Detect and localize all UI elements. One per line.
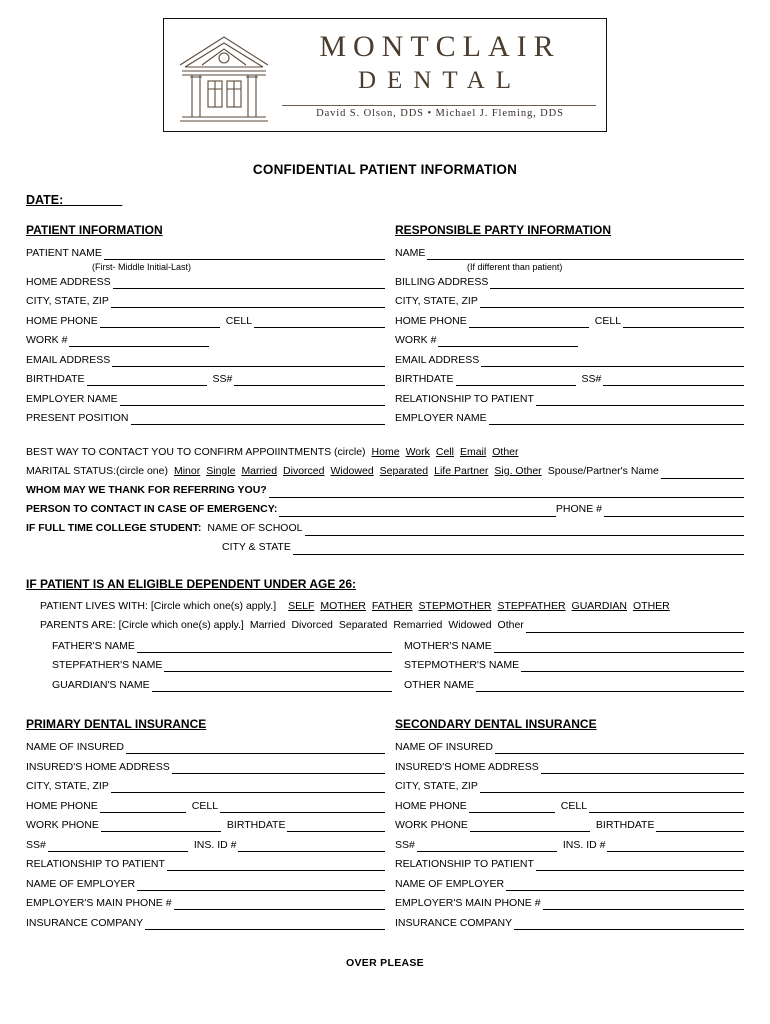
field-label: WORK PHONE — [395, 819, 468, 831]
field-label: EMPLOYER NAME — [395, 412, 487, 424]
resp-home-phone-input[interactable] — [469, 316, 589, 328]
secondary-cell-input[interactable] — [589, 801, 744, 813]
other-name-input[interactable] — [476, 680, 744, 692]
field-label: CELL — [560, 799, 588, 812]
field-label: NAME OF EMPLOYER — [26, 877, 136, 890]
logo-box — [163, 18, 607, 132]
primary-ssn-input[interactable] — [48, 840, 188, 852]
field-secondary-city-state-zip[interactable] — [395, 779, 744, 793]
field-primary-city-state-zip[interactable] — [26, 779, 385, 793]
field-secondary-relationship[interactable] — [395, 857, 744, 871]
spouse-partner-name-input[interactable] — [661, 467, 744, 479]
fathers-name-input[interactable] — [137, 641, 392, 653]
option-email[interactable]: Email — [459, 445, 487, 458]
field-label: INSURED'S HOME ADDRESS — [26, 760, 170, 773]
referral-input[interactable] — [269, 486, 744, 498]
parents-remarried[interactable]: Remarried — [393, 618, 443, 631]
field-primary-relationship[interactable] — [26, 857, 385, 871]
option-work[interactable]: Work — [405, 445, 430, 458]
field-label: RELATIONSHIP TO PATIENT — [395, 392, 534, 405]
guardian-right-column — [392, 639, 744, 698]
field-secondary-insurance-company[interactable] — [395, 916, 744, 930]
field-guardians-name[interactable] — [52, 678, 392, 692]
field-label: HOME ADDRESS — [26, 275, 111, 288]
field-label: CELL — [191, 799, 219, 812]
field-label: PRESENT POSITION — [26, 412, 129, 424]
lives-with-stepfather[interactable]: STEPFATHER — [497, 599, 566, 612]
field-label: WORK # — [395, 334, 437, 346]
parents-are-row[interactable] — [40, 618, 744, 633]
secondary-name-of-insured-input[interactable] — [495, 742, 744, 754]
date-row — [26, 193, 744, 207]
field-label: BIRTHDATE — [595, 819, 655, 831]
date-input[interactable] — [63, 193, 122, 207]
field-present-position[interactable] — [26, 411, 385, 425]
logo-divider — [282, 105, 596, 106]
college-label: IF FULL TIME COLLEGE STUDENT: — [26, 521, 202, 534]
field-label: BIRTHDATE — [226, 819, 286, 831]
resp-cell-input[interactable] — [623, 316, 744, 328]
lives-with-guardian[interactable]: GUARDIAN — [571, 599, 627, 612]
primary-birthdate-input[interactable] — [287, 820, 385, 832]
field-label: RELATIONSHIP TO PATIENT — [26, 858, 165, 870]
field-label: INSURED'S HOME ADDRESS — [395, 760, 539, 773]
lives-with-mother[interactable]: MOTHER — [320, 599, 366, 612]
option-home[interactable]: Home — [371, 445, 400, 458]
field-label: BIRTHDATE — [26, 373, 85, 385]
option-cell[interactable]: Cell — [435, 445, 454, 458]
referral-label: WHOM MAY WE THANK FOR REFERRING YOU? — [26, 483, 267, 496]
marital-single[interactable]: Single — [206, 464, 236, 477]
field-primary-employer-phone[interactable] — [26, 896, 385, 910]
field-label: HOME PHONE — [26, 799, 98, 812]
resp-ssn-input[interactable] — [603, 374, 744, 386]
primary-name-of-insured-input[interactable] — [126, 742, 385, 754]
school-name-label: NAME OF SCHOOL — [207, 521, 303, 534]
parents-are-label: PARENTS ARE: [Circle which one(s) apply.] — [40, 618, 244, 631]
field-label: CELL — [225, 314, 253, 327]
field-primary-work-phone-birthdate[interactable] — [26, 818, 385, 832]
field-home-address[interactable] — [26, 275, 385, 289]
field-label: EMPLOYER'S MAIN PHONE # — [395, 897, 541, 909]
field-birthdate-ssn[interactable] — [26, 372, 385, 386]
dependent-section-heading: IF PATIENT IS AN ELIGIBLE DEPENDENT UNDER AGE 26: — [26, 576, 357, 591]
patient-responsible-columns — [26, 223, 744, 431]
secondary-insurance-section — [385, 717, 744, 935]
lives-with-stepmother[interactable]: STEPMOTHER — [418, 599, 492, 612]
primary-insured-address-input[interactable] — [172, 762, 385, 774]
field-resp-email[interactable] — [395, 353, 744, 367]
responsible-section-heading: RESPONSIBLE PARTY INFORMATION — [395, 223, 612, 237]
field-label: INSURANCE COMPANY — [395, 916, 513, 929]
field-label: NAME — [395, 247, 426, 259]
field-label: CITY, STATE, ZIP — [26, 295, 109, 307]
resp-work-number-input[interactable] — [438, 335, 578, 347]
employer-name-input[interactable] — [120, 394, 385, 406]
field-secondary-insured-address[interactable] — [395, 760, 744, 774]
field-primary-employer[interactable] — [26, 877, 385, 891]
field-label: EMAIL ADDRESS — [395, 353, 480, 366]
field-email-address[interactable] — [26, 353, 385, 367]
spouse-partner-label: Spouse/Partner's Name — [547, 464, 659, 477]
field-mothers-name[interactable] — [404, 639, 744, 653]
secondary-work-phone-input[interactable] — [470, 820, 590, 832]
patient-name-input[interactable] — [104, 248, 385, 260]
field-label: STEPFATHER'S NAME — [52, 659, 163, 671]
resp-city-state-zip-input[interactable] — [480, 296, 744, 308]
primary-employer-phone-input[interactable] — [174, 898, 385, 910]
emergency-contact-row[interactable] — [26, 502, 744, 517]
parents-separated[interactable]: Separated — [338, 618, 388, 631]
marital-minor[interactable]: Minor — [173, 464, 201, 477]
secondary-employer-phone-input[interactable] — [543, 898, 744, 910]
field-label: WORK # — [26, 334, 68, 346]
lives-with-self[interactable]: SELF — [288, 599, 315, 612]
parents-divorced[interactable]: Divorced — [291, 618, 333, 631]
school-name-input[interactable] — [305, 524, 745, 536]
field-label: NAME OF INSURED — [26, 741, 125, 753]
secondary-relationship-input[interactable] — [536, 859, 744, 871]
patient-name-note: (First- Middle Initial-Last) — [92, 261, 192, 272]
practice-type: DENTAL — [358, 66, 522, 94]
field-label: HOME PHONE — [26, 314, 98, 327]
birthdate-input[interactable] — [87, 374, 207, 386]
field-employer-name[interactable] — [26, 392, 385, 406]
field-label: FATHER'S NAME — [52, 639, 135, 652]
resp-employer-name-input[interactable] — [489, 413, 744, 425]
marital-married[interactable]: Married — [241, 464, 278, 477]
clinic-building-icon — [164, 19, 282, 131]
date-label: DATE: — [26, 193, 64, 207]
field-label: OTHER NAME — [404, 678, 475, 691]
patient-section-heading: PATIENT INFORMATION — [26, 223, 163, 237]
lives-with-label: PATIENT LIVES WITH: [Circle which one(s) apply.] — [40, 599, 277, 612]
secondary-birthdate-input[interactable] — [656, 820, 744, 832]
field-label: CITY, STATE, ZIP — [395, 295, 478, 307]
page-title: CONFIDENTIAL PATIENT INFORMATION — [252, 162, 518, 177]
field-other-name[interactable] — [404, 678, 744, 692]
field-label: SS# — [212, 373, 233, 385]
field-label: MOTHER'S NAME — [404, 639, 492, 652]
field-label: PATIENT NAME — [26, 247, 102, 259]
responsible-name-note: (If different than patient) — [467, 261, 563, 272]
mothers-name-input[interactable] — [494, 641, 744, 653]
marital-status-row[interactable] — [26, 464, 744, 479]
present-position-input[interactable] — [131, 413, 386, 425]
field-label: EMAIL ADDRESS — [26, 353, 111, 366]
field-label: INSURANCE COMPANY — [26, 916, 144, 929]
responsible-name-input[interactable] — [427, 248, 744, 260]
primary-insurance-company-input[interactable] — [145, 918, 385, 930]
field-resp-work-number[interactable] — [395, 333, 744, 347]
field-label: CELL — [594, 314, 622, 327]
field-stepfathers-name[interactable] — [52, 658, 392, 672]
field-label: WORK PHONE — [26, 819, 99, 831]
field-home-phone-cell[interactable] — [26, 314, 385, 328]
marital-life-partner[interactable]: Life Partner — [434, 464, 489, 477]
field-resp-city-state-zip[interactable] — [395, 294, 744, 308]
emergency-phone-input[interactable] — [604, 505, 744, 517]
primary-insurance-section — [26, 717, 385, 935]
field-secondary-employer[interactable] — [395, 877, 744, 891]
field-primary-insurance-company[interactable] — [26, 916, 385, 930]
emergency-phone-label: PHONE # — [555, 502, 602, 515]
stepfathers-name-input[interactable] — [164, 660, 392, 672]
logo-header — [26, 18, 744, 132]
practice-name: MONTCLAIR — [319, 30, 561, 64]
primary-employer-input[interactable] — [137, 879, 385, 891]
secondary-employer-input[interactable] — [506, 879, 744, 891]
field-stepmothers-name[interactable] — [404, 658, 744, 672]
guardian-left-column — [40, 639, 392, 698]
lives-with-other[interactable]: OTHER — [632, 599, 670, 612]
email-address-input[interactable] — [112, 355, 385, 367]
primary-city-state-zip-input[interactable] — [111, 781, 385, 793]
field-label: GUARDIAN'S NAME — [52, 678, 150, 691]
field-resp-employer-name[interactable] — [395, 411, 744, 425]
parents-married[interactable]: Married — [249, 618, 286, 631]
resp-email-input[interactable] — [481, 355, 744, 367]
footer-note: OVER PLEASE — [346, 957, 424, 969]
cell-phone-input[interactable] — [254, 316, 385, 328]
field-label: NAME OF EMPLOYER — [395, 877, 505, 890]
city-state-zip-input[interactable] — [111, 296, 385, 308]
field-patient-name[interactable] — [26, 246, 385, 260]
field-label: INS. ID # — [193, 838, 237, 851]
field-primary-name-of-insured[interactable] — [26, 740, 385, 754]
field-label: EMPLOYER'S MAIN PHONE # — [26, 897, 172, 909]
field-secondary-home-phone-cell[interactable] — [395, 799, 744, 813]
stepmothers-name-input[interactable] — [521, 660, 744, 672]
emergency-contact-input[interactable] — [279, 505, 555, 517]
field-label: BILLING ADDRESS — [395, 275, 489, 288]
field-work-number[interactable] — [26, 333, 385, 347]
emergency-label: PERSON TO CONTACT IN CASE OF EMERGENCY: — [26, 502, 278, 515]
field-city-state-zip[interactable] — [26, 294, 385, 308]
primary-insurance-heading: PRIMARY DENTAL INSURANCE — [26, 717, 207, 731]
field-label: STEPMOTHER'S NAME — [404, 659, 520, 671]
relationship-to-patient-input[interactable] — [536, 394, 744, 406]
field-secondary-employer-phone[interactable] — [395, 896, 744, 910]
field-label: NAME OF INSURED — [395, 741, 494, 753]
secondary-insurance-heading: SECONDARY DENTAL INSURANCE — [395, 717, 597, 731]
field-primary-insured-address[interactable] — [26, 760, 385, 774]
ssn-input[interactable] — [234, 374, 385, 386]
marital-separated[interactable]: Separated — [379, 464, 429, 477]
field-label: CITY, STATE, ZIP — [395, 780, 478, 792]
billing-address-input[interactable] — [490, 277, 744, 289]
lives-with-father[interactable]: FATHER — [371, 599, 413, 612]
insurance-columns — [26, 717, 744, 935]
parents-other-input[interactable] — [526, 621, 744, 633]
best-way-to-contact-row[interactable] — [26, 445, 744, 460]
secondary-insurance-company-input[interactable] — [514, 918, 744, 930]
primary-ins-id-input[interactable] — [238, 840, 385, 852]
field-fathers-name[interactable] — [52, 639, 392, 653]
secondary-ins-id-input[interactable] — [607, 840, 744, 852]
home-address-input[interactable] — [113, 277, 385, 289]
field-label: EMPLOYER NAME — [26, 392, 118, 405]
parents-widowed[interactable]: Widowed — [448, 618, 492, 631]
primary-work-phone-input[interactable] — [101, 820, 221, 832]
secondary-insured-address-input[interactable] — [541, 762, 744, 774]
field-label: INS. ID # — [562, 838, 606, 851]
field-billing-address[interactable] — [395, 275, 744, 289]
college-city-state-input[interactable] — [293, 543, 744, 555]
home-phone-input[interactable] — [100, 316, 220, 328]
college-city-state-row[interactable] — [26, 540, 744, 555]
resp-birthdate-input[interactable] — [456, 374, 576, 386]
field-relationship-to-patient[interactable] — [395, 392, 744, 406]
field-primary-ssn-insid[interactable] — [26, 838, 385, 852]
field-label: SS# — [395, 838, 415, 851]
primary-home-phone-input[interactable] — [100, 801, 186, 813]
secondary-city-state-zip-input[interactable] — [480, 781, 744, 793]
college-student-row[interactable] — [26, 521, 744, 536]
patient-lives-with-row[interactable] — [40, 599, 744, 614]
field-resp-home-phone-cell[interactable] — [395, 314, 744, 328]
guardian-names-columns — [40, 639, 744, 698]
parents-other[interactable]: Other — [497, 618, 524, 631]
patient-information-section — [26, 223, 385, 431]
logo-wordmark — [282, 19, 606, 131]
doctor-names: David S. Olson, DDS • Michael J. Fleming, DDS — [316, 107, 564, 119]
field-label: HOME PHONE — [395, 799, 467, 812]
field-label: SS# — [581, 373, 602, 385]
marital-sig-other[interactable]: Sig. Other — [494, 464, 542, 477]
marital-divorced[interactable]: Divorced — [283, 464, 325, 477]
responsible-party-section — [385, 223, 744, 431]
city-state-label: CITY & STATE — [222, 540, 291, 553]
primary-cell-input[interactable] — [220, 801, 385, 813]
secondary-ssn-input[interactable] — [417, 840, 557, 852]
option-other[interactable]: Other — [492, 445, 519, 458]
contact-preferences-block — [26, 445, 744, 555]
field-label: RELATIONSHIP TO PATIENT — [395, 858, 534, 870]
field-label: SS# — [26, 838, 46, 851]
field-label: CITY, STATE, ZIP — [26, 780, 109, 792]
work-number-input[interactable] — [69, 335, 209, 347]
primary-relationship-input[interactable] — [167, 859, 385, 871]
field-primary-home-phone-cell[interactable] — [26, 799, 385, 813]
field-label: HOME PHONE — [395, 314, 467, 327]
marital-status-label: MARITAL STATUS:(circle one) — [26, 464, 168, 477]
secondary-home-phone-input[interactable] — [469, 801, 555, 813]
best-way-label: BEST WAY TO CONTACT YOU TO CONFIRM APPOIINTMENTS (circle) — [26, 445, 366, 458]
field-secondary-name-of-insured[interactable] — [395, 740, 744, 754]
field-responsible-name[interactable] — [395, 246, 744, 260]
dependent-section — [26, 599, 744, 698]
marital-widowed[interactable]: Widowed — [330, 464, 374, 477]
field-label: BIRTHDATE — [395, 373, 454, 385]
field-resp-birthdate-ssn[interactable] — [395, 372, 744, 386]
field-secondary-ssn-insid[interactable] — [395, 838, 744, 852]
field-secondary-work-phone-birthdate[interactable] — [395, 818, 744, 832]
referral-row[interactable] — [26, 483, 744, 498]
guardians-name-input[interactable] — [152, 680, 392, 692]
